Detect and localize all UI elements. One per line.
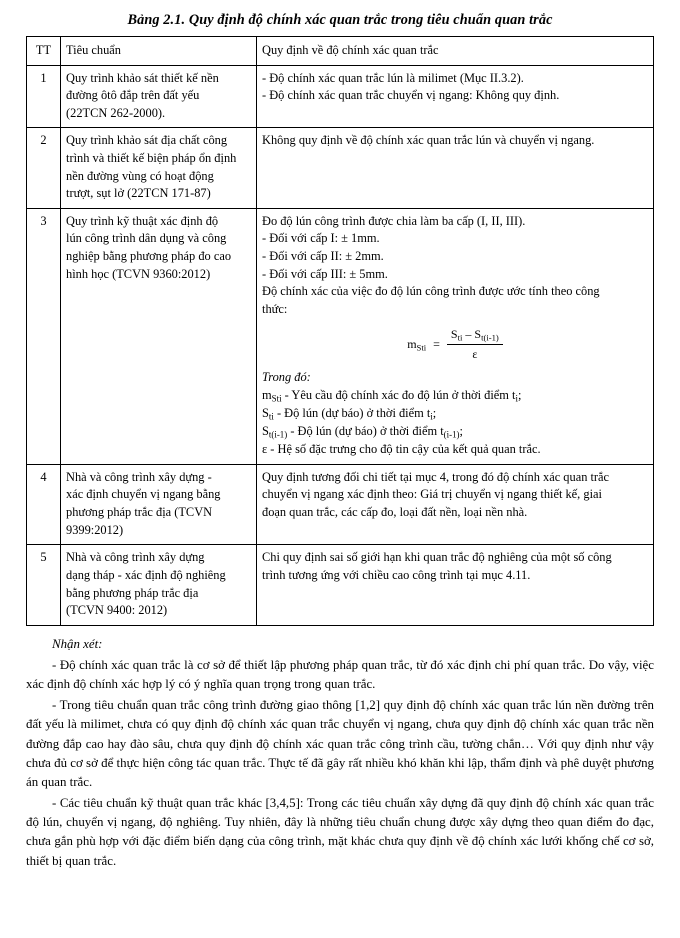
row-standard: Nhà và công trình xây dựng dạng tháp - xác định độ nghiêng bằng phương pháp trắc địa (TCVN 9400: 2012) (61, 545, 257, 625)
legend-item: ε - Hệ số đặc trưng cho độ tin cậy của kết quả quan trắc. (262, 442, 541, 457)
note-paragraph: - Độ chính xác quan trắc là cơ sở để thiết lập phương pháp quan trắc, từ đó xác định chi phí quan trắc. Do vậy, việc xác định độ chính xác hợp lý có ý nghĩa quan trọng trong quan trắc. (26, 658, 654, 692)
row-standard: Quy trình khảo sát địa chất công trình và thiết kế biện pháp ổn định nền đường vùng có hoạt động trượt, sụt lở (22TCN 171-87) (61, 128, 257, 208)
row-tt: 1 (27, 65, 61, 128)
page-title: Bảng 2.1. Quy định độ chính xác quan trắc trong tiêu chuẩn quan trắc (127, 12, 553, 28)
legend-item: $m_{Sti}$ - Yêu cầu độ chính xác đo độ lún ở thời điểm $t_i$; (262, 387, 522, 404)
accuracy-formula (262, 326, 648, 364)
note-paragraph: - Trong tiêu chuẩn quan trắc công trình đường giao thông [1,2] quy định độ chính xác quan trắc lún nền đường trên đất yếu là milimet, chưa có quy định độ chính xác quan trắc chuyển vị ngang, chưa quy định độ chính xác quan trắc nền đường đắp cao hay đào sâu, chưa quy định độ chính xác quan trắc công trình cầu, tường chắn… Với quy định như vậy chưa đủ cơ sở để thực hiện công tác quan trắc. Thực tế đã gây rất nhiều khó khăn khi lập, thẩm định và phê duyệt phương án quan trắc. (26, 697, 654, 790)
row-standard: Quy trình khảo sát thiết kế nền đường ôtô đắp trên đất yếu (22TCN 262-2000). (61, 65, 257, 128)
table-row (27, 128, 654, 208)
table-header-row (27, 37, 654, 66)
table-row (27, 464, 654, 544)
row-tt: 4 (27, 464, 61, 544)
note-paragraph: - Các tiêu chuẩn kỹ thuật quan trắc khác [3,4,5]: Trong các tiêu chuẩn xây dựng đã quy định độ chính xác quan trắc độ lún, chuyển vị ngang, độ nghiêng. Tuy nhiên, đây là những tiêu chuẩn chung được xây dựng theo quan điểm đo đạc, chưa gắn phù hợp với đặc điểm biến dạng của công trình, mặt khác chưa quy định về độ chính xác lưới khống chế cơ sở, thiết bị quan trắc. (26, 795, 654, 868)
row-requirement: Chi quy định sai số giới hạn khi quan trắc độ nghiêng của một số công trình tương ứng với chiều cao công trình tại mục 4.11. (257, 545, 654, 625)
notes-section (26, 635, 654, 871)
row-requirement: Không quy định về độ chính xác quan trắc lún và chuyển vị ngang. (257, 128, 654, 208)
formula-lhs: $m_{Sti}$ (407, 336, 427, 352)
table-row (27, 208, 654, 464)
formula-denominator: ε (472, 347, 478, 362)
header-requirement: Quy định về độ chính xác quan trắc (257, 37, 654, 66)
table-row (27, 545, 654, 625)
formula-numerator: $S_{ti} - S_{t(i-1)}$ (447, 326, 503, 346)
header-tt: TT (27, 37, 61, 66)
header-standard: Tiêu chuẩn (61, 37, 257, 66)
standards-table (26, 36, 654, 626)
row-standard: Nhà và công trình xây dựng - xác định chuyển vị ngang bằng phương pháp trắc địa (TCVN 9399:2012) (61, 464, 257, 544)
formula-equals: = (433, 336, 440, 351)
row-tt: 3 (27, 208, 61, 464)
table-row (27, 65, 654, 128)
row-standard: Quy trình kỹ thuật xác định độ lún công trình dân dụng và công nghiệp bằng phương pháp đo cao hình học (TCVN 9360:2012) (61, 208, 257, 464)
row-tt: 2 (27, 128, 61, 208)
row-tt: 5 (27, 545, 61, 625)
row-requirement: Quy định tương đối chi tiết tại mục 4, trong đó độ chính xác quan trắc chuyển vị ngang xác định theo: Giá trị chuyển vị ngang thiết kế, giai đoạn quan trắc, các cấp đo, loại đất nền, loại nền nhà. (257, 464, 654, 544)
row-requirement: Đo độ lún công trình được chia làm ba cấp (I, II, III). - Đối với cấp I: ± 1mm. - Đối với cấp II: ± 2mm. - Đối với cấp III: ± 5mm. Độ chính xác của việc đo độ lún công trình được ước tính theo công thức: $m_{Sti}$ = $\frac{S_{ti} - S_{t(i-1)}}{\varepsilon}$ Trong đó: $m_{Sti}$ - Yêu cầu độ chính xác đo độ lún ở thời điểm $t_i$; $S_{ti}$ - Độ lún (dự báo) ở thời điểm $t_i$; $S_{t(i-1)}$ - Độ lún (dự báo) ở thời điểm $t_{(i-1)}$; ε - Hệ số đặc trưng cho độ tin cậy của kết quả quan trắc. (257, 208, 654, 464)
legend-item: $S_{t(i-1)}$ - Độ lún (dự báo) ở thời điểm $t_{(i-1)}$; (262, 424, 463, 440)
legend-item: $S_{ti}$ - Độ lún (dự báo) ở thời điểm $t_i$; (262, 405, 437, 422)
notes-heading: Nhận xét: (52, 636, 103, 651)
legend-title: Trong đó: (262, 370, 311, 385)
row-requirement: - Độ chính xác quan trắc lún là milimet (Mục II.3.2). - Độ chính xác quan trắc chuyển vị ngang: Không quy định. (257, 65, 654, 128)
formula-fraction (447, 326, 503, 364)
